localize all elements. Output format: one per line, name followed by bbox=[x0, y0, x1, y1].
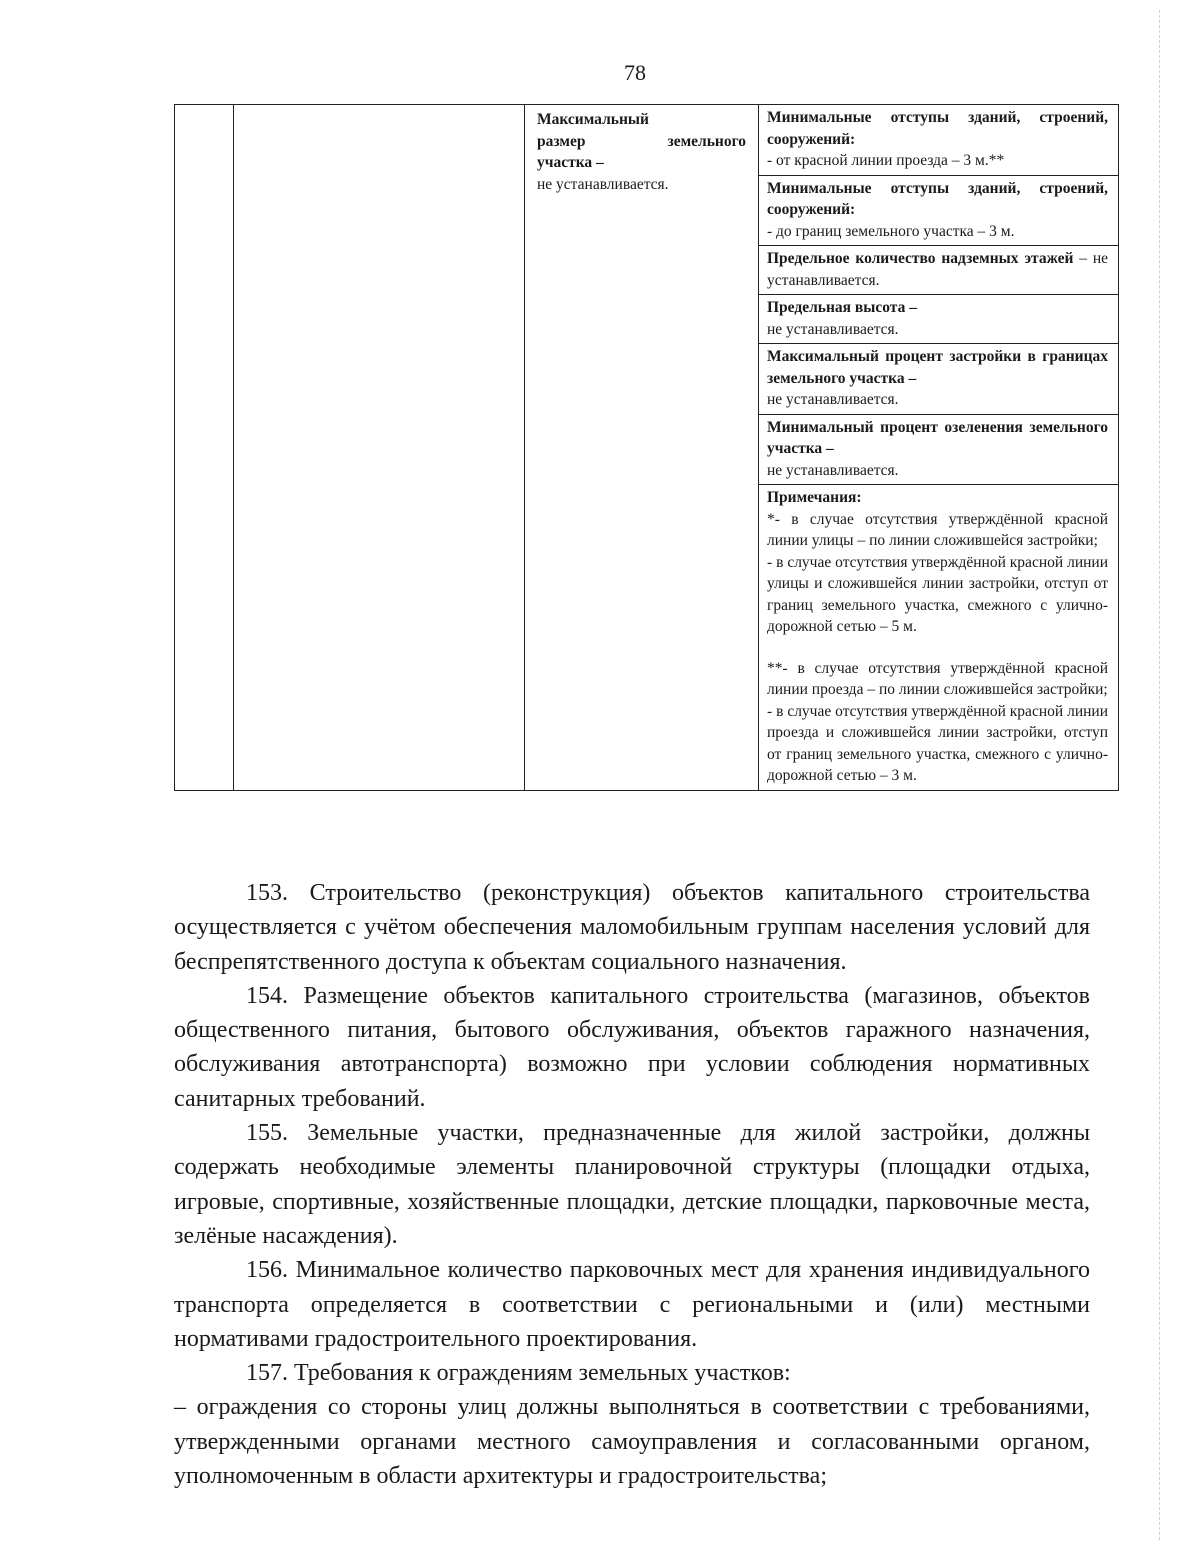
paragraph-155: 155. Земельные участки, предназначенные для жилой застройки, должны содержать необходимые элементы планировочной структуры (площадки отдыха, игровые, спортивные, хозяйственные площадки, детские площадки, парковочные места, зелёные насаждения). bbox=[174, 1120, 1090, 1249]
table-row bbox=[175, 105, 1119, 791]
paragraph-153: 153. Строительство (реконструкция) объектов капитального строительства осуществляется с учётом обеспечения маломобильным группам населения условий для беспрепятственного доступа к объектам социального назначения. bbox=[174, 880, 1090, 975]
max-plot-size-line1: Максимальный bbox=[537, 111, 649, 128]
height-value: не устанавливается. bbox=[767, 320, 899, 338]
paragraph-157: 157. Требования к ограждениям земельных участков: bbox=[246, 1360, 791, 1387]
setback-red-line-heading: Минимальные отступы зданий, строений, сооружений: bbox=[767, 109, 1108, 148]
scan-edge-line bbox=[1159, 10, 1160, 1540]
setback-boundary-heading: Минимальные отступы зданий, строений, сооружений: bbox=[767, 179, 1108, 218]
note-3: **- в случае отсутствия утверждённой красной линии проезда – по линии сложившейся застройки; bbox=[767, 659, 1108, 698]
table-cell-number bbox=[175, 105, 234, 791]
table-cell-parameters bbox=[759, 105, 1119, 791]
note-1: *- в случае отсутствия утверждённой красной линии улицы – по линии сложившейся застройки; bbox=[767, 510, 1108, 549]
notes-title: Примечания: bbox=[767, 489, 862, 506]
greening-block bbox=[759, 415, 1118, 486]
notes-spacer bbox=[767, 638, 1108, 658]
note-2: - в случае отсутствия утверждённой красной линии улицы и сложившейся линии застройки, отступ от границ земельного участка, смежного с улично-дорожной сетью – 5 м. bbox=[767, 553, 1108, 635]
height-heading: Предельная высота – bbox=[767, 299, 917, 316]
paragraph-157-item-1: – ограждения со стороны улиц должны выполняться в соответствии с требованиями, утвержденными органами местного самоуправления и согласованными органом, уполномоченным в области архитектуры и градостроительства; bbox=[174, 1394, 1090, 1490]
max-plot-size-value: не устанавливается. bbox=[537, 175, 669, 193]
setback-red-line-value: - от красной линии проезда – 3 м.** bbox=[767, 152, 1005, 169]
floors-heading: Предельное количество надземных этажей bbox=[767, 250, 1074, 267]
paragraph-154: 154. Размещение объектов капитального строительства (магазинов, объектов общественного питания, бытового обслуживания, объектов гаражного назначения, обслуживания автотранспорта) возможно при условии соблюдения нормативных санитарных требований. bbox=[174, 982, 1090, 1112]
page-number: 78 bbox=[624, 60, 646, 85]
greening-value: не устанавливается. bbox=[767, 461, 899, 479]
body-text bbox=[174, 876, 1090, 1493]
coverage-heading: Максимальный процент застройки в границах земельного участка – bbox=[767, 348, 1108, 387]
coverage-block bbox=[759, 344, 1118, 415]
max-plot-size-line2: размер земельного bbox=[537, 132, 746, 150]
coverage-value: не устанавливается. bbox=[767, 391, 899, 408]
table-cell-plot-size bbox=[525, 105, 759, 791]
note-4: - в случае отсутствия утверждённой красной линии проезда и сложившейся линии застройки, отступ от границ земельного участка, смежного с улично-дорожной сетью – 3 м. bbox=[767, 702, 1108, 784]
setback-red-line-block bbox=[759, 105, 1118, 176]
table-cell-use-type bbox=[234, 105, 525, 791]
setback-boundary-value: - до границ земельного участка – 3 м. bbox=[767, 222, 1015, 240]
floors-value: – не устанавливается. bbox=[767, 250, 1108, 289]
paragraph-156: 156. Минимальное количество парковочных мест для хранения индивидуального транспорта определяется в соответствии с региональными и (или) местными нормативами градостроительного проектирования. bbox=[174, 1257, 1090, 1352]
floors-block bbox=[759, 246, 1118, 295]
notes-block bbox=[759, 485, 1118, 790]
setback-boundary-block bbox=[759, 176, 1118, 247]
greening-heading: Минимальный процент озеленения земельного участка – bbox=[767, 418, 1108, 457]
regulations-table bbox=[174, 104, 1119, 791]
max-plot-size-line3: участка – bbox=[537, 154, 604, 171]
height-block bbox=[759, 295, 1118, 344]
